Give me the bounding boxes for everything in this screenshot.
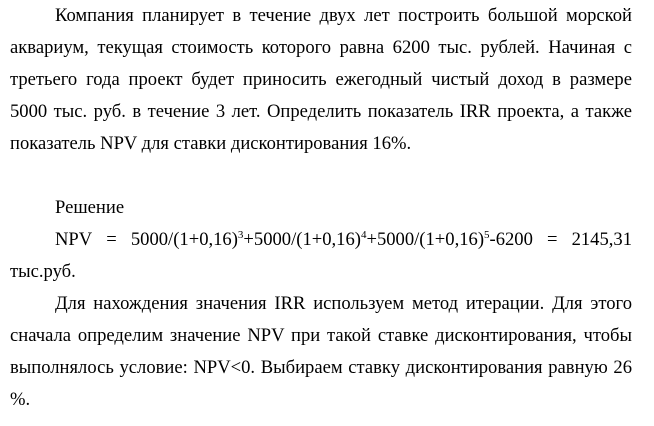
formula-unit: тыс.руб. [10,261,76,282]
problem-paragraph: Компания планирует в течение двух лет построить большой морской аквариум, текущая стоимость которого равна 6200 тыс. рублей. Начиная с третьего года проект будет приносить ежегодный чистый доход в размере 5000 тыс. руб. в течение 3 лет. Определить показатель IRR проекта, а также показатель NPV для ставки дисконтирования 16%. [10,5,632,154]
formula-term-4: -6200 [489,229,533,250]
formula-result: 2145,31 [571,229,632,250]
formula-exponent-1: 3 [237,229,244,241]
irr-paragraph: Для нахождения значения IRR используем метод итерации. Для этого сначала определим значение NPV при такой ставке дисконтирования, чтобы выполнялось условие: NPV<0. Выбираем ставку дисконтирования равную 26 %. [10,293,632,410]
formula-term-1: 5000/(1+0,16) [130,229,238,250]
formula-equals-1: = [106,229,117,250]
formula-exponent-2: 4 [360,229,367,241]
formula-exponent-3: 5 [484,229,490,241]
formula-expression [131,224,533,256]
formula-equals-2: = [546,229,558,250]
formula-term-3: +5000/(1+0,16) [366,229,485,250]
formula-term-2: +5000/(1+0,16) [243,229,361,250]
blank-line [10,160,632,192]
npv-formula [10,224,632,256]
formula-lhs: NPV [55,229,93,250]
solution-heading: Решение [55,197,125,218]
